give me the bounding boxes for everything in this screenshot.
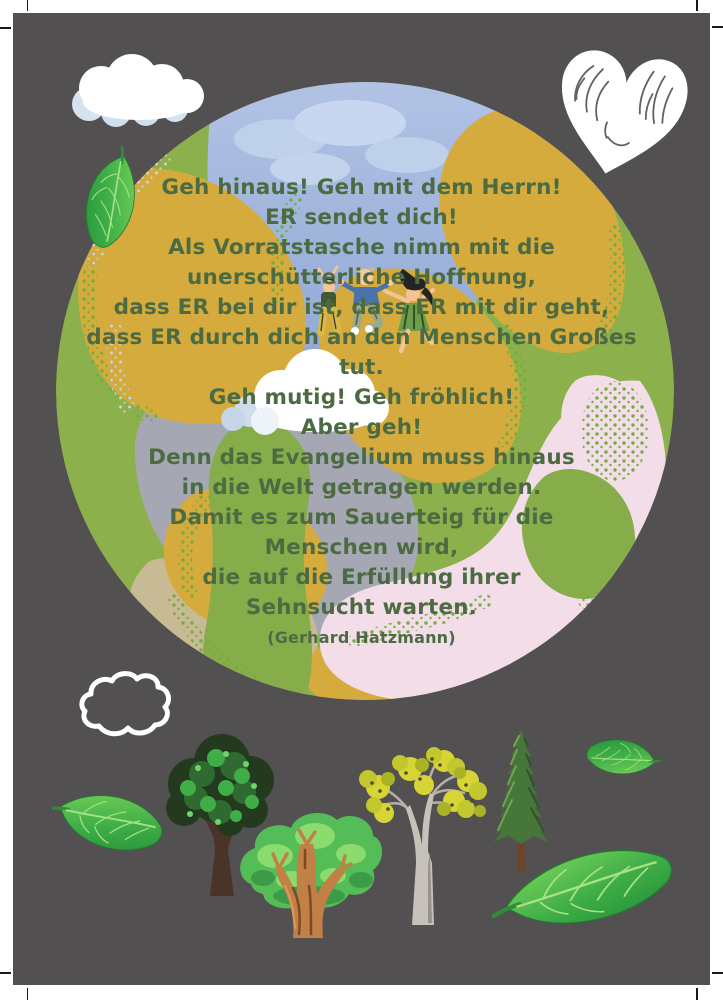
quote-line: Menschen wird, bbox=[264, 535, 459, 560]
quote-line: Geh mutig! Geh fröhlich! bbox=[208, 385, 515, 410]
quote-line: Aber geh! bbox=[300, 415, 423, 440]
quote-attribution: (Gerhard Hatzmann) bbox=[267, 628, 456, 647]
quote-text-block bbox=[40, 173, 683, 650]
quote-line: dass ER durch dich an den Menschen Großes bbox=[86, 325, 637, 350]
crop-mark bbox=[27, 0, 29, 11]
quote-line: unerschütterliche Hoffnung, bbox=[187, 265, 536, 290]
quote-line: Sehnsucht warten. bbox=[245, 595, 478, 620]
crop-mark bbox=[0, 27, 11, 29]
quote-line: tut. bbox=[339, 355, 384, 380]
crop-mark bbox=[27, 988, 29, 1000]
crop-mark bbox=[696, 0, 698, 11]
crop-mark bbox=[0, 972, 11, 974]
quote-line: Damit es zum Sauerteig für die bbox=[169, 505, 554, 530]
quote-line: in die Welt getragen werden. bbox=[181, 475, 542, 500]
crop-mark bbox=[712, 972, 723, 974]
spruce-tree-icon bbox=[486, 726, 556, 874]
heart-doodle-icon bbox=[543, 43, 695, 191]
quote-line: Als Vorratstasche nimm mit die bbox=[168, 235, 555, 260]
leaf-icon bbox=[52, 775, 167, 870]
leaf-icon bbox=[583, 723, 661, 791]
crop-mark bbox=[696, 988, 698, 1000]
cloud-outline-icon bbox=[77, 670, 172, 742]
cloud-icon bbox=[61, 52, 216, 130]
baobab-tree-icon bbox=[233, 808, 385, 938]
crop-mark bbox=[712, 26, 723, 28]
poster-canvas bbox=[13, 13, 710, 985]
quote-line: die auf die Erfüllung ihrer bbox=[202, 565, 521, 590]
quote-line: dass ER bei dir ist, dass ER mit dir geht, bbox=[113, 295, 610, 320]
quote-line: ER sendet dich! bbox=[265, 205, 458, 230]
quote-line: Denn das Evangelium muss hinaus bbox=[148, 445, 575, 470]
quote-line: Geh hinaus! Geh mit dem Herrn! bbox=[161, 175, 562, 200]
